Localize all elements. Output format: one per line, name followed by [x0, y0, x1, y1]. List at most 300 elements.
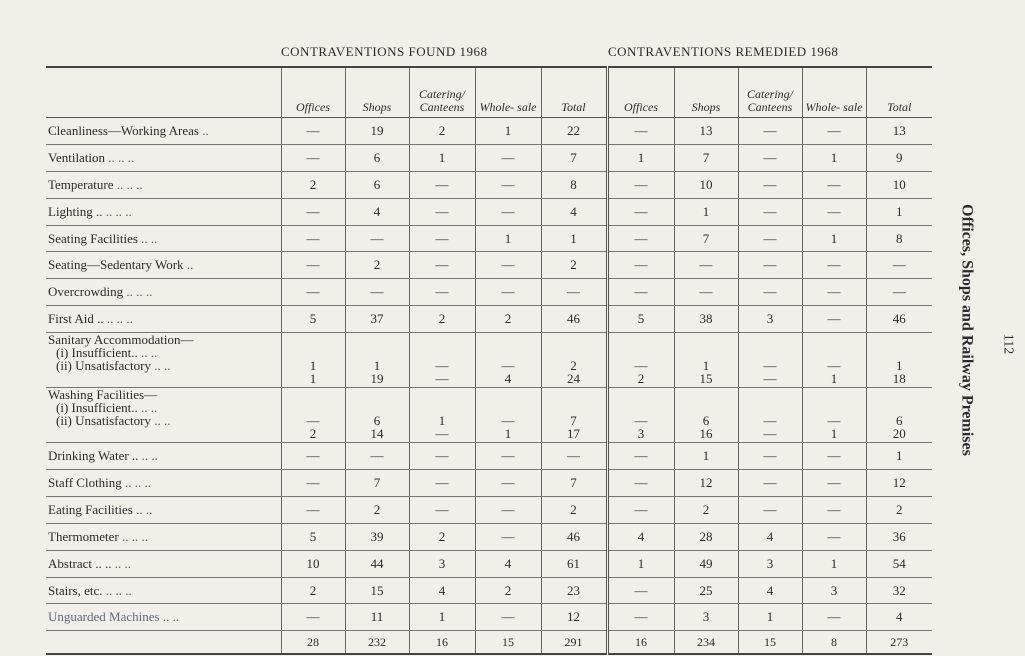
value-cell: — [281, 144, 345, 171]
leader-dots: .. .. [140, 400, 158, 416]
value-cell: 4 [409, 577, 475, 604]
value-cell: 1 [607, 144, 674, 171]
col-header: Shops [674, 67, 738, 118]
value: — [501, 358, 515, 374]
value: 1 [309, 371, 317, 387]
row-label-text: Cleanliness—Working Areas [48, 122, 199, 138]
value-cell: 2 [866, 496, 932, 523]
totals-label-blank [46, 631, 281, 655]
value-cell: 6 [345, 171, 409, 198]
value-cell: 1 [409, 144, 475, 171]
table-row [46, 306, 932, 333]
value-cell: 44 [345, 550, 409, 577]
value-cell: 3 [409, 550, 475, 577]
leader-dots: .. .. .. [108, 149, 135, 165]
value-cell: 2 [541, 496, 607, 523]
value-cell: 8 [866, 225, 932, 252]
row-label-text: Eating Facilities [48, 501, 133, 517]
leader-dots: .. .. .. [105, 582, 132, 598]
table-row [46, 523, 932, 550]
value-cell-stack [866, 333, 932, 388]
sub-row-label [48, 359, 281, 372]
value-cell: — [802, 279, 866, 306]
row-label [46, 577, 281, 604]
value-cell: — [541, 443, 607, 470]
table-row [46, 550, 932, 577]
value-cell: 2 [475, 306, 541, 333]
value: — [435, 426, 449, 442]
group-heading: Sanitary Accommodation— [48, 332, 194, 348]
value-cell: — [409, 198, 475, 225]
value: 6 [702, 413, 710, 429]
value-cell: — [738, 443, 802, 470]
value-cell: 49 [674, 550, 738, 577]
row-label-text: Seating Facilities [48, 230, 138, 246]
value-cell: 1 [674, 198, 738, 225]
row-label [46, 171, 281, 198]
col-header: Total [866, 67, 932, 118]
side-title: Offices, Shops and Railway Premises [959, 204, 976, 456]
totals-row [46, 631, 932, 655]
value-cell: 4 [738, 577, 802, 604]
value-cell: 2 [409, 118, 475, 145]
value-cell-stack [475, 388, 541, 443]
value-cell: 1 [541, 225, 607, 252]
value-cell-stack [345, 333, 409, 388]
value: — [306, 413, 320, 429]
value-cell: — [541, 279, 607, 306]
value-cell: 1 [607, 550, 674, 577]
value: 18 [892, 371, 906, 387]
value-cell: — [409, 252, 475, 279]
value: 2 [570, 358, 577, 374]
value-cell: — [607, 443, 674, 470]
sub-row-text: (i) Insufficient.. [56, 400, 138, 416]
value-cell: — [409, 496, 475, 523]
value-cell: — [607, 252, 674, 279]
row-label [46, 443, 281, 470]
value-cell: — [345, 279, 409, 306]
leader-dots: .. [186, 257, 194, 273]
value-cell: — [281, 225, 345, 252]
table-row [46, 225, 932, 252]
value-cell: — [802, 496, 866, 523]
table-row-group [46, 333, 932, 388]
value: 1 [504, 426, 512, 442]
value-cell: — [738, 171, 802, 198]
value-cell: — [409, 225, 475, 252]
value-cell: 2 [409, 523, 475, 550]
value-cell: 1 [802, 550, 866, 577]
value-cell: 12 [866, 470, 932, 497]
leader-dots: .. .. [114, 555, 132, 571]
value-cell-stack [281, 388, 345, 443]
value: — [763, 358, 777, 374]
total-cell: 16 [409, 631, 475, 655]
value-cell: — [475, 144, 541, 171]
row-label [46, 118, 281, 145]
value: 14 [370, 426, 384, 442]
value: 16 [699, 426, 713, 442]
value-cell: 4 [866, 604, 932, 631]
row-label-text: Ventilation [48, 149, 106, 165]
total-cell: 273 [866, 631, 932, 655]
value: 1 [830, 371, 838, 387]
row-label-text: Seating—Sedentary Work [48, 257, 184, 273]
value-cell: — [281, 470, 345, 497]
value-cell: — [281, 198, 345, 225]
column-header-row [46, 67, 932, 118]
heading-remedied: CONTRAVENTIONS REMEDIED 1968 [608, 44, 839, 59]
value-cell: — [738, 118, 802, 145]
group-label [46, 388, 281, 443]
row-label-text: Overcrowding [48, 284, 124, 300]
value-cell: — [738, 252, 802, 279]
value-cell: — [738, 225, 802, 252]
value-cell-stack [541, 333, 607, 388]
value-cell: — [409, 443, 475, 470]
header-blank [46, 67, 281, 118]
value: — [763, 371, 777, 387]
value-cell: 61 [541, 550, 607, 577]
value-cell: — [345, 225, 409, 252]
row-label [46, 306, 281, 333]
sub-row-label [48, 414, 281, 427]
value: 1 [896, 358, 903, 374]
leader-dots: .. [202, 122, 209, 138]
value-cell: 5 [607, 306, 674, 333]
value-cell: — [802, 252, 866, 279]
value-cell: 46 [866, 306, 932, 333]
row-label-text: Lighting .. [48, 203, 103, 219]
col-header: Catering/ Canteens [409, 67, 475, 118]
value-cell: — [738, 470, 802, 497]
value: — [435, 358, 449, 374]
value-cell-stack [738, 388, 802, 443]
row-label [46, 279, 281, 306]
value-cell: 5 [281, 306, 345, 333]
value-cell-stack [409, 333, 475, 388]
value: 1 [438, 413, 446, 429]
table-row [46, 198, 932, 225]
row-label-text: First Aid .. [48, 311, 104, 327]
value-cell: — [738, 144, 802, 171]
row-label [46, 470, 281, 497]
value-cell: — [674, 252, 738, 279]
value-cell: 1 [409, 604, 475, 631]
leader-dots: .. .. [141, 448, 158, 464]
value-cell: 1 [866, 198, 932, 225]
total-cell: 232 [345, 631, 409, 655]
value-cell: 28 [674, 523, 738, 550]
value-cell: — [475, 604, 541, 631]
value-cell-stack [738, 333, 802, 388]
leader-dots: .. .. [154, 358, 171, 374]
value-cell: 3 [738, 306, 802, 333]
value-cell: — [281, 118, 345, 145]
value-cell: — [866, 252, 932, 279]
sub-row-text: (i) Insufficient.. [56, 345, 138, 361]
value-cell: 4 [738, 523, 802, 550]
row-label [46, 496, 281, 523]
value: 17 [567, 426, 580, 442]
value-cell: 19 [345, 118, 409, 145]
row-label-text: Stairs, etc. [48, 582, 103, 598]
value: — [501, 413, 515, 429]
row-label-text: Staff Clothing [48, 474, 122, 490]
row-label-text: Abstract .. .. [48, 555, 112, 571]
col-header: Offices [607, 67, 674, 118]
value-cell: — [802, 171, 866, 198]
value-cell: — [475, 252, 541, 279]
col-header: Offices [281, 67, 345, 118]
value-cell: 2 [345, 252, 409, 279]
group-heading: Washing Facilities— [48, 387, 158, 403]
total-cell: 291 [541, 631, 607, 655]
value-cell-stack [607, 333, 674, 388]
value-cell: — [738, 198, 802, 225]
col-header: Whole- sale [475, 67, 541, 118]
value-cell: 46 [541, 306, 607, 333]
value: 2 [309, 426, 317, 442]
value-cell: — [475, 443, 541, 470]
value-cell: 1 [802, 144, 866, 171]
total-cell: 15 [475, 631, 541, 655]
table-row [46, 577, 932, 604]
page-number: 112 [1000, 333, 1015, 355]
value: — [763, 426, 777, 442]
value: 1 [702, 358, 710, 374]
value-cell: 36 [866, 523, 932, 550]
value-cell: 11 [345, 604, 409, 631]
leader-dots: .. .. .. [125, 474, 152, 490]
value-cell: 1 [674, 443, 738, 470]
row-label [46, 523, 281, 550]
value: — [827, 413, 841, 429]
value-cell: 38 [674, 306, 738, 333]
value-cell-stack [674, 388, 738, 443]
value-cell-stack [674, 333, 738, 388]
group-label [46, 333, 281, 388]
value-cell: 13 [866, 118, 932, 145]
value-cell: 3 [674, 604, 738, 631]
row-label [46, 604, 281, 631]
value-cell: — [281, 279, 345, 306]
value-cell: 2 [674, 496, 738, 523]
value: — [763, 413, 777, 429]
table-row [46, 279, 932, 306]
value-cell: — [802, 604, 866, 631]
value-cell: 2 [281, 577, 345, 604]
value-cell: — [345, 443, 409, 470]
value-cell: — [607, 198, 674, 225]
value-cell: — [866, 279, 932, 306]
value: 4 [504, 371, 512, 387]
value-cell-stack [475, 333, 541, 388]
value-cell: 2 [281, 171, 345, 198]
value-cell: — [607, 171, 674, 198]
value: 1 [830, 426, 838, 442]
table-row [46, 496, 932, 523]
value-cell: 4 [475, 550, 541, 577]
row-label-text: Unguarded Machines [48, 609, 160, 625]
sub-row-text: (ii) Unsatisfactory [56, 413, 151, 429]
heading-found: CONTRAVENTIONS FOUND 1968 [281, 44, 488, 59]
value-cell: 10 [866, 171, 932, 198]
col-header: Total [541, 67, 607, 118]
value-cell: — [475, 496, 541, 523]
value-cell: 4 [607, 523, 674, 550]
value-cell: — [281, 252, 345, 279]
row-label-text: Drinking Water .. [48, 448, 139, 464]
value-cell: — [607, 118, 674, 145]
leader-dots: .. .. [141, 230, 158, 246]
value-cell: 54 [866, 550, 932, 577]
value-cell: 6 [345, 144, 409, 171]
value: 7 [570, 413, 577, 429]
value-cell: 2 [475, 577, 541, 604]
table-row-group [46, 388, 932, 443]
value-cell: 1 [475, 225, 541, 252]
value-cell: — [607, 279, 674, 306]
value-cell: — [738, 496, 802, 523]
leader-dots: .. .. .. [106, 311, 133, 327]
value-cell: 3 [738, 550, 802, 577]
value-cell: 7 [674, 225, 738, 252]
value-cell: — [409, 470, 475, 497]
col-header: Whole- sale [802, 67, 866, 118]
value-cell-stack [345, 388, 409, 443]
value-cell: 23 [541, 577, 607, 604]
value: 20 [892, 426, 906, 442]
value-cell: — [802, 523, 866, 550]
value-cell: 1 [866, 443, 932, 470]
value-cell: — [607, 604, 674, 631]
value-cell-stack [541, 388, 607, 443]
value-cell: 2 [345, 496, 409, 523]
value-cell: 32 [866, 577, 932, 604]
row-label [46, 252, 281, 279]
total-cell: 234 [674, 631, 738, 655]
value: — [827, 358, 841, 374]
row-label [46, 225, 281, 252]
value-cell: 2 [541, 252, 607, 279]
value-cell: — [607, 577, 674, 604]
value-cell: — [802, 118, 866, 145]
value-cell: 46 [541, 523, 607, 550]
value-cell: 3 [802, 577, 866, 604]
table-row [46, 443, 932, 470]
table-row [46, 171, 932, 198]
value-cell: — [802, 306, 866, 333]
value-cell: — [607, 496, 674, 523]
value-cell: — [409, 279, 475, 306]
value-cell: 12 [541, 604, 607, 631]
value-cell: — [802, 470, 866, 497]
value-cell: 39 [345, 523, 409, 550]
value: — [435, 371, 449, 387]
table-row [46, 470, 932, 497]
value: 6 [896, 413, 903, 429]
row-label [46, 550, 281, 577]
value-cell-stack [802, 333, 866, 388]
value-cell: — [475, 523, 541, 550]
table-row [46, 144, 932, 171]
value: — [634, 358, 648, 374]
total-cell: 28 [281, 631, 345, 655]
leader-dots: .. .. .. [116, 176, 143, 192]
value-cell: — [738, 279, 802, 306]
value-cell: 15 [345, 577, 409, 604]
table-row [46, 604, 932, 631]
value-cell: 22 [541, 118, 607, 145]
value: 15 [699, 371, 713, 387]
table-row [46, 118, 932, 145]
value-cell: 13 [674, 118, 738, 145]
value: 6 [373, 413, 381, 429]
value-cell: 10 [674, 171, 738, 198]
leader-dots: .. .. [140, 345, 158, 361]
contraventions-table [46, 66, 932, 655]
row-label [46, 144, 281, 171]
value-cell-stack [409, 388, 475, 443]
total-cell: 16 [607, 631, 674, 655]
value-cell: — [802, 443, 866, 470]
value-cell: 4 [345, 198, 409, 225]
value-cell: 1 [802, 225, 866, 252]
value-cell: — [607, 470, 674, 497]
value-cell: 12 [674, 470, 738, 497]
total-cell: 8 [802, 631, 866, 655]
value-cell-stack [866, 388, 932, 443]
value-cell: 7 [541, 144, 607, 171]
table-row [46, 252, 932, 279]
col-header: Shops [345, 67, 409, 118]
value-cell: — [281, 604, 345, 631]
value-cell: — [409, 171, 475, 198]
row-label-text: Temperature [48, 176, 114, 192]
value-cell: — [281, 443, 345, 470]
value: 3 [637, 426, 645, 442]
value-cell: 2 [409, 306, 475, 333]
value-cell: 5 [281, 523, 345, 550]
value: 19 [370, 371, 384, 387]
value: 2 [637, 371, 645, 387]
value-cell: — [281, 496, 345, 523]
value-cell: 37 [345, 306, 409, 333]
value-cell: — [475, 198, 541, 225]
value: 1 [309, 358, 317, 374]
row-label [46, 198, 281, 225]
total-cell: 15 [738, 631, 802, 655]
leader-dots: .. .. [154, 413, 171, 429]
value-cell: — [802, 198, 866, 225]
leader-dots: .. .. [162, 609, 180, 625]
value-cell: 8 [541, 171, 607, 198]
value: — [634, 413, 648, 429]
value-cell: 1 [738, 604, 802, 631]
col-header: Catering/ Canteens [738, 67, 802, 118]
value-cell: — [674, 279, 738, 306]
leader-dots: .. .. .. [105, 203, 132, 219]
row-label-text: Thermometer [48, 528, 119, 544]
value-cell: — [475, 171, 541, 198]
value-cell: 7 [674, 144, 738, 171]
sub-row-text: (ii) Unsatisfactory [56, 358, 151, 374]
leader-dots: .. .. .. [126, 284, 153, 300]
value-cell-stack [802, 388, 866, 443]
value-cell-stack [607, 388, 674, 443]
